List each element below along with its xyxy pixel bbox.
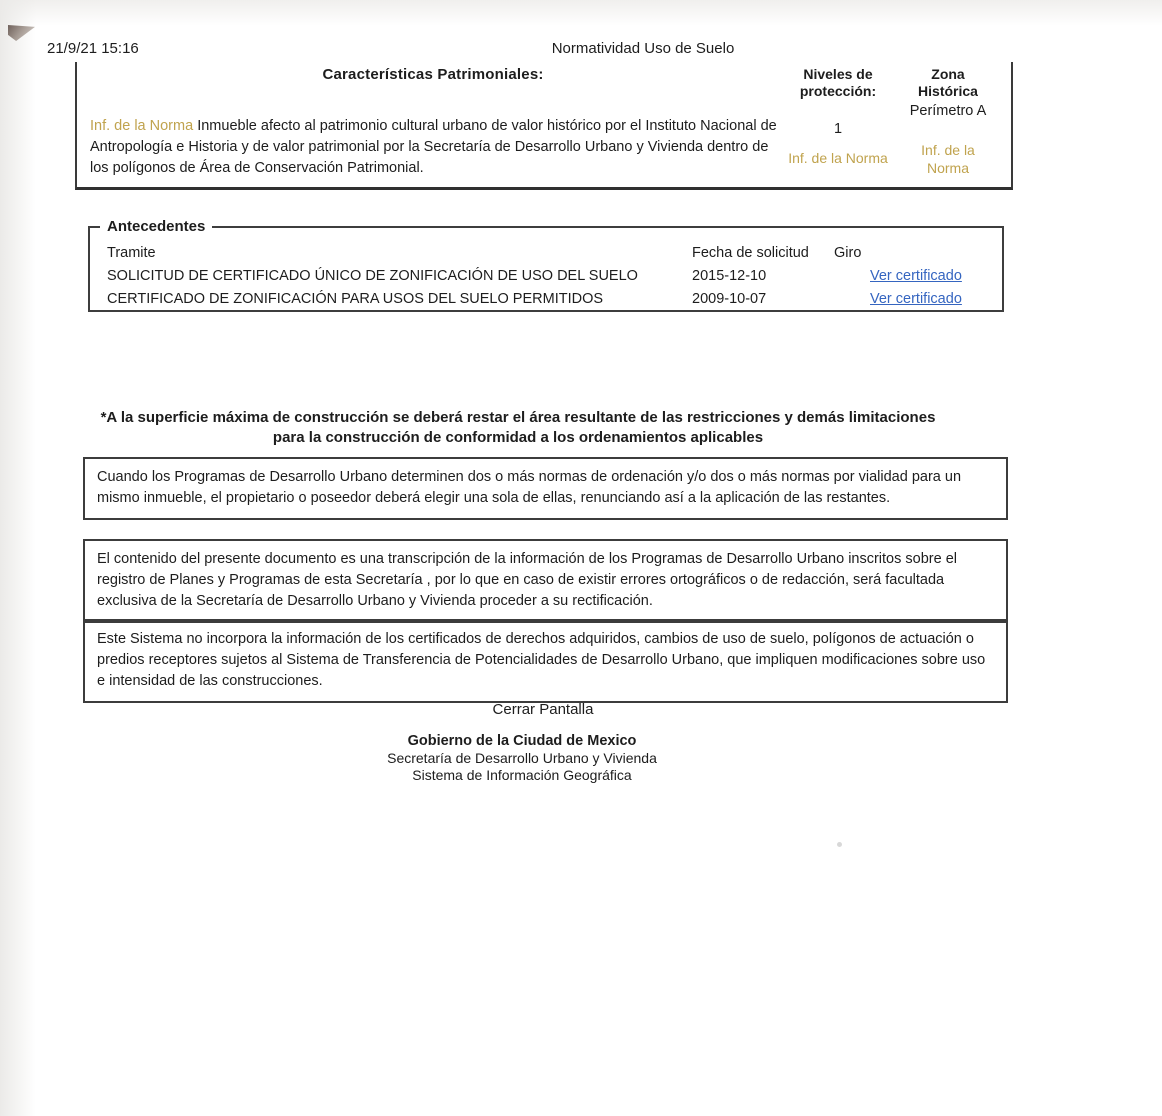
scan-speck xyxy=(837,842,842,847)
construction-surface-note: *A la superficie máxima de construcción se deberá restar el área resultante de las restricciones y demás limitaciones para la construcción de conformidad a los ordenamientos aplicables xyxy=(100,409,936,446)
footer-secretaria: Secretaría de Desarrollo Urbano y Vivienda xyxy=(387,750,657,766)
table-row-tramite: SOLICITUD DE CERTIFICADO ÚNICO DE ZONIFICACIÓN DE USO DEL SUELO xyxy=(107,268,638,284)
niveles-de-proteccion-value: 1 xyxy=(833,121,843,137)
table-row-tramite: CERTIFICADO DE ZONIFICACIÓN PARA USOS DEL SUELO PERMITIDOS xyxy=(107,291,604,307)
disclaimer-box-normas: Cuando los Programas de Desarrollo Urbano determinen dos o más normas de ordenación y/o dos o más normas por vialidad para un mismo inmueble, el propietario o poseedor deberá elegir una sola de ellas, renunciando así a la aplicación de las restantes. xyxy=(83,457,1008,520)
table-row-fecha: 2015-12-10 xyxy=(692,268,767,284)
patrimonial-description xyxy=(90,116,788,179)
patrimonial-section-title: Características Patrimoniales: xyxy=(322,66,544,83)
ver-certificado-link-1[interactable]: Ver certificado xyxy=(870,268,962,284)
scan-edge-left xyxy=(0,0,36,1116)
print-timestamp: 21/9/21 15:16 xyxy=(47,40,139,57)
antecedentes-fieldset xyxy=(88,218,1004,312)
antecedentes-header-giro: Giro xyxy=(834,245,862,261)
disclaimer-box-sistema: Este Sistema no incorpora la información de los certificados de derechos adquiridos, cambios de uso de suelo, polígonos de actuación o predios receptores sujetos al Sistema de Transferencia de Potencialidades de Desarrollo Urbano, que impliquen modificaciones sobre uso e intensidad de las construcciones. xyxy=(83,619,1008,703)
footer-sistema: Sistema de Información Geográfica xyxy=(412,767,632,783)
norm-info-link-niveles[interactable]: Inf. de la Norma xyxy=(788,150,888,166)
patrimonial-description-text: Inmueble afecto al patrimonio cultural urbano de valor histórico por el Instituto Nacional de Antropología e Historia y de valor patrimonial por la Secretaría de Desarrollo Urbano y Vivienda dentro de los polígonos de Área de Conservación Patrimonial. xyxy=(90,118,777,176)
cerrar-pantalla-button[interactable]: Cerrar Pantalla xyxy=(492,701,594,718)
scan-edge-top xyxy=(0,0,1162,26)
antecedentes-legend: Antecedentes xyxy=(100,218,212,235)
footer-government: Gobierno de la Ciudad de Mexico xyxy=(407,733,637,749)
footer xyxy=(60,733,984,784)
disclaimer-box-transcripcion: El contenido del presente documento es una transcripción de la información de los Programas de Desarrollo Urbano inscritos sobre el registro de Planes y Programas de esta Secretaría , por lo que en caso de existir errores ortográficos o de redacción, será facultada exclusiva de la Secretaría de Desarrollo Urbano y Vivienda proceder a su rectificación. xyxy=(83,539,1008,623)
column-header-zona-historica: Zona Histórica xyxy=(918,66,978,99)
ver-certificado-link-2[interactable]: Ver certificado xyxy=(870,291,962,307)
antecedentes-table xyxy=(90,228,1002,311)
table-row-fecha: 2009-10-07 xyxy=(692,291,767,307)
page-title: Normatividad Uso de Suelo xyxy=(551,40,735,57)
antecedentes-header-tramite: Tramite xyxy=(107,245,156,261)
antecedentes-header-fecha: Fecha de solicitud xyxy=(692,245,809,261)
zona-historica-value: Perímetro A xyxy=(909,103,987,119)
norm-info-link-description[interactable]: Inf. de la Norma xyxy=(90,118,194,134)
norm-info-link-zona[interactable]: Inf. de la Norma xyxy=(921,142,975,176)
column-header-niveles-de-proteccion: Niveles de protección: xyxy=(799,66,877,99)
